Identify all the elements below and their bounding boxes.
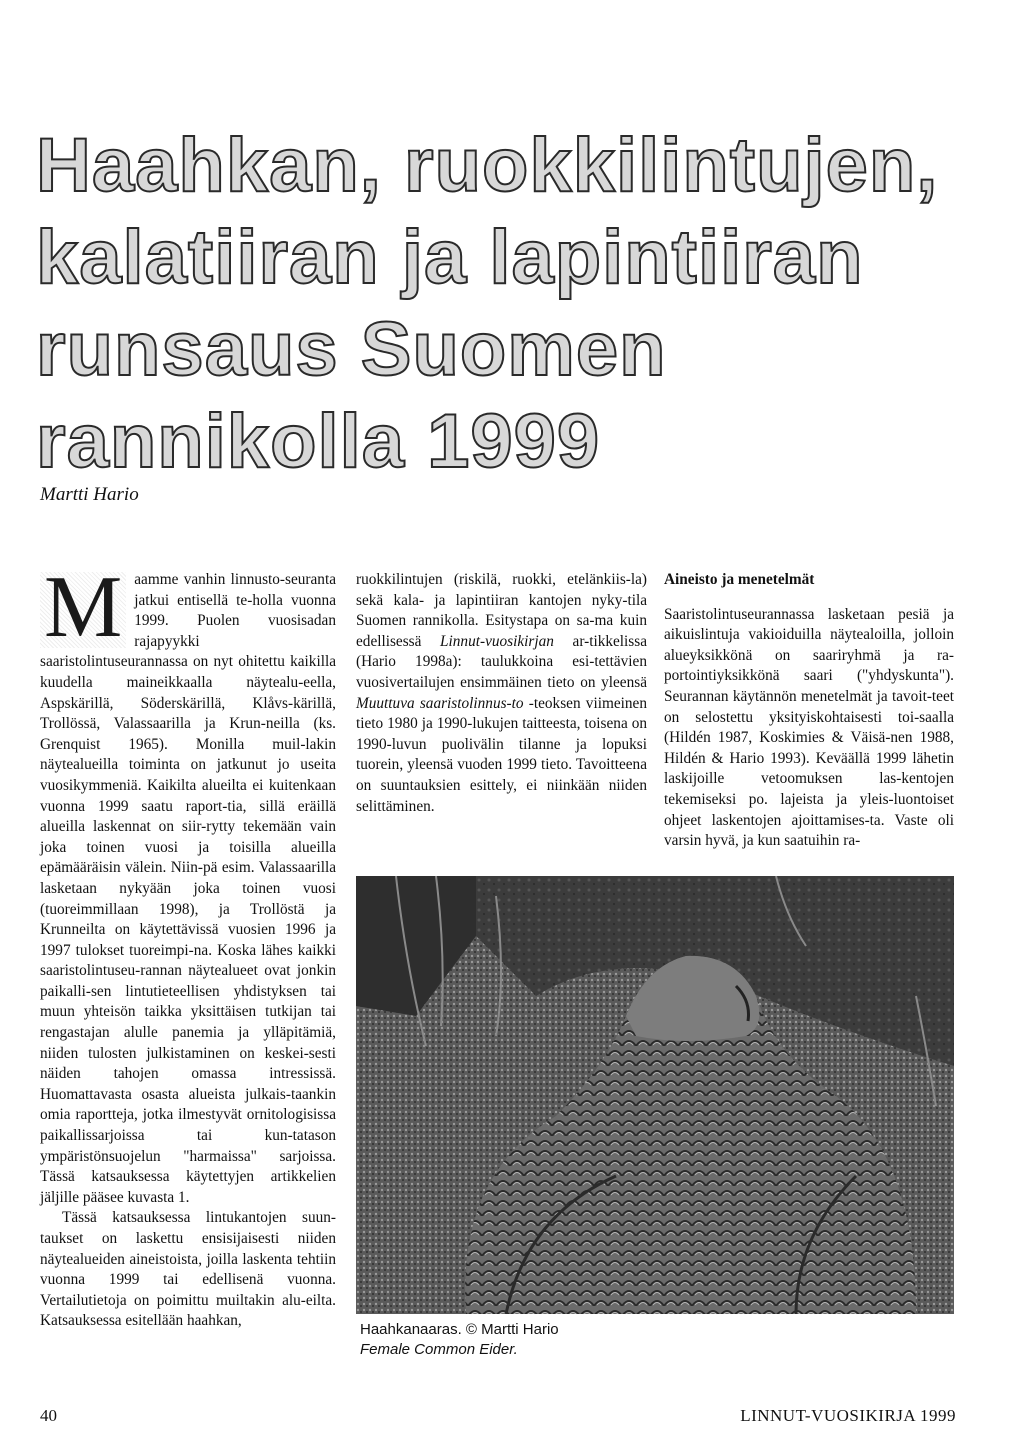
paragraph-text: aamme vanhin linnusto-seuranta jatkui entisellä te-holla vuonna 1999. Puolen vuosisadan rajapyykki saaristolintuseurannassa on nyt ohitettu kaikilla kuudella maineikkaalla näytealu-eella, Aspskärillä, Söderskärillä, Klåvs-kärillä, Trollössä, Valassaarilla ja Krun-neilla (ks. Grenquist 1965). Monilla muil-lakin näytealueilla toiminta on jatkunut jo useita vuosikymmeniä. Kaikilta alueilta ei kuitenkaan vuonna 1999 saatu raport-tia, sillä eräillä alueilla laskennat on siir-rytty tekemään vain joka toinen vuosi ja toisilla alueilla epämääräisin välein. Niin-pä esim. Valassaarilla lasketaan nykyään joka toinen vuosi (tuoreimmillaan 1998), ja Trollöstä ja Krunneilta on käytettävissä vuosien 1996 ja 1997 tulokset tuoreimpi-na. Koska lähes kaikki saaristolintuseu-rannan näytealueet ovat jonkin paikalli-sen lintutieteellisen yhdistyksen tai muun yhteisön taikka yksittäisen tutkijan tai rengastajan alulle panemia ja ylläpitämiä, niiden tulosten julkistaminen on keskei-sesti näiden tahojen omassa intressissä. Huomattavasta osasta alueista julkais-taankin omia raportteja, jotka ilmestyvät ornitologisissa paikallissarjoissa tai kun-tatason ympäristönsuojelun "harmaissa" sarjoissa. Tässä katsauksessa käytettyjen artikkelien jäljille pääsee kuvasta 1. — [40, 571, 336, 1206]
section-heading: Aineisto ja menetelmät — [664, 571, 815, 588]
drop-cap: M — [40, 572, 126, 648]
title-line: rannikolla 1999 — [36, 399, 601, 484]
page-number: 40 — [40, 1406, 57, 1425]
column-2 — [356, 570, 647, 817]
author-name: Martti Hario — [40, 484, 139, 505]
italic-title: Linnut-vuosikirjan — [440, 632, 554, 650]
column-3 — [664, 570, 954, 852]
eider-photo-illustration — [356, 876, 954, 1314]
text-run: ruokkilintujen (riskilä, ruokki, etelänkiis-la) sekä kala- ja lapintiiran kantojen nyky-tila Suomen rannikolla. Esitystapa on sa-ma kuin edellisessä — [356, 571, 647, 650]
title-line: Haahkan, ruokkilintujen, — [36, 123, 939, 208]
journal-name: LINNUT-VUOSIKIRJA 1999 — [740, 1406, 956, 1425]
paragraph — [40, 559, 336, 1208]
article-title — [36, 120, 986, 488]
caption-finnish: Haahkanaaras. © Martti Hario — [360, 1321, 559, 1338]
caption-english: Female Common Eider. — [360, 1341, 518, 1358]
photo-caption — [360, 1320, 559, 1360]
paragraph: Tässä katsauksessa lintukantojen suun-taukset on laskettu ensisijaisesti niiden näytealueiden aineistoista, joilla laskenta tehtiin vuonna 1999 tai edellisenä vuonna. Vertailutietoja on poimittu muiltakin alu-eilta. Katsauksessa esitellään haahkan, — [40, 1209, 336, 1330]
text-run: -teoksen viimeinen tieto 1980 ja 1990-lukujen taitteesta, toisena on 1990-luvun puolivälin tilanne ja lopuksi tuorein, yleensä vuoden 1999 tieto. Tavoitteena on suuntauksien esittely, ei niinkään niiden selittäminen. — [356, 694, 647, 815]
eider-photo — [356, 876, 954, 1314]
text-run: ar-tikkelissa (Hario 1998a): taulukkoina esi-tettävien vuosivertailujen ensimmäinen tieto on yleensä — [356, 632, 647, 691]
title-line: runsaus Suomen — [36, 307, 667, 392]
paragraph — [356, 570, 647, 817]
paragraph: Saaristolintuseurannassa lasketaan pesiä ja aikuislintuja vakioiduilla näytealoilla, jolloin alueyksikkönä on saariryhmä ja ra-portointiyksikkönä saari ("yhdyskunta"). Seurannan käytännön menetelmät ja tavoit-teet on selostettu yksityiskohtaisesti toi-saalla (Hildén 1987, Koskimies & Väisä-nen 1988, Hildén & Hario 1993). Keväällä 1999 lähetin laskijoille vetoomuksen las-kentojen tekemiseksi po. lajeista ja yleis-luontoiset ohjeet laskentojen ajoittamises-ta. Vaste oli varsin hyvä, ja kun saatuihin ra- — [664, 605, 954, 850]
column-1 — [40, 559, 336, 1332]
title-line: kalatiiran ja lapintiiran — [36, 215, 864, 300]
italic-title: Muuttuva saaristolinnus-to — [356, 694, 524, 712]
